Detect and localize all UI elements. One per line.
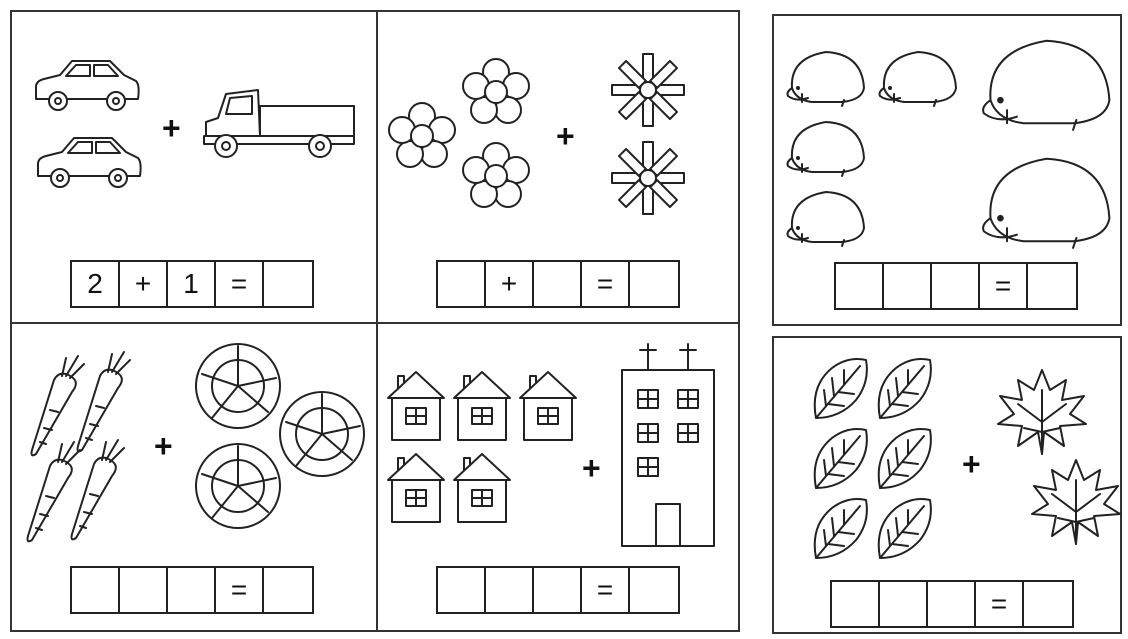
hedgehog-icon bbox=[874, 44, 960, 110]
answer-cell[interactable] bbox=[932, 264, 980, 308]
task-panel-cars bbox=[10, 10, 378, 325]
carrot-icon bbox=[66, 434, 126, 544]
answer-row bbox=[70, 566, 314, 614]
answer-cell[interactable]: = bbox=[216, 568, 264, 612]
answer-cell[interactable] bbox=[630, 262, 678, 306]
flower-icon bbox=[460, 56, 532, 128]
answer-cell[interactable]: 1 bbox=[168, 262, 216, 306]
house-icon bbox=[386, 368, 446, 444]
answer-cell[interactable]: = bbox=[216, 262, 264, 306]
answer-cell[interactable] bbox=[1024, 582, 1072, 626]
birch-leaf-icon bbox=[872, 356, 934, 422]
answer-row bbox=[436, 566, 680, 614]
answer-cell[interactable] bbox=[534, 568, 582, 612]
plus-sign: + bbox=[962, 446, 981, 482]
answer-cell[interactable]: + bbox=[486, 262, 534, 306]
birch-leaf-icon bbox=[872, 496, 934, 562]
daisy-icon bbox=[610, 52, 686, 128]
answer-cell[interactable] bbox=[168, 568, 216, 612]
answer-cell[interactable] bbox=[630, 568, 678, 612]
answer-row bbox=[436, 260, 680, 308]
answer-cell[interactable] bbox=[438, 262, 486, 306]
birch-leaf-icon bbox=[808, 356, 870, 422]
flower-icon bbox=[460, 140, 532, 212]
truck-icon bbox=[202, 84, 357, 159]
answer-cell[interactable]: 2 bbox=[72, 262, 120, 306]
hedgehog-icon bbox=[782, 44, 868, 110]
answer-cell[interactable] bbox=[438, 568, 486, 612]
birch-leaf-icon bbox=[808, 496, 870, 562]
answer-cell[interactable] bbox=[264, 568, 312, 612]
tall-building-icon bbox=[618, 340, 718, 550]
answer-cell[interactable]: = bbox=[582, 262, 630, 306]
birch-leaf-icon bbox=[872, 426, 934, 492]
answer-cell[interactable] bbox=[72, 568, 120, 612]
plus-sign: + bbox=[154, 428, 173, 464]
answer-cell[interactable] bbox=[928, 582, 976, 626]
task-panel-hedgehogs bbox=[772, 14, 1122, 326]
house-icon bbox=[452, 450, 512, 526]
car-icon bbox=[34, 134, 144, 189]
answer-row bbox=[834, 262, 1078, 310]
maple-leaf-icon bbox=[994, 366, 1090, 458]
birch-leaf-icon bbox=[808, 426, 870, 492]
answer-cell[interactable]: = bbox=[582, 568, 630, 612]
flower-icon bbox=[386, 100, 458, 172]
cabbage-icon bbox=[192, 440, 284, 532]
plus-sign: + bbox=[582, 450, 601, 486]
answer-cell[interactable] bbox=[120, 568, 168, 612]
answer-cell[interactable] bbox=[486, 568, 534, 612]
answer-cell[interactable] bbox=[884, 264, 932, 308]
task-panel-leaves bbox=[772, 336, 1122, 634]
plus-sign: + bbox=[162, 110, 181, 146]
daisy-icon bbox=[610, 140, 686, 216]
answer-row bbox=[830, 580, 1074, 628]
answer-cell[interactable] bbox=[832, 582, 880, 626]
answer-cell[interactable]: = bbox=[976, 582, 1024, 626]
answer-cell[interactable] bbox=[534, 262, 582, 306]
hedgehog-icon bbox=[782, 184, 868, 250]
cabbage-icon bbox=[276, 388, 368, 480]
plus-sign: + bbox=[556, 118, 575, 154]
answer-row bbox=[70, 260, 314, 308]
answer-cell[interactable]: = bbox=[980, 264, 1028, 308]
house-icon bbox=[452, 368, 512, 444]
cabbage-icon bbox=[192, 340, 284, 432]
task-panel-flowers bbox=[376, 10, 740, 325]
task-panel-vegetables bbox=[10, 322, 378, 632]
house-icon bbox=[386, 450, 446, 526]
answer-cell[interactable] bbox=[264, 262, 312, 306]
maple-leaf-icon bbox=[1028, 456, 1124, 548]
answer-cell[interactable] bbox=[1028, 264, 1076, 308]
hedgehog-icon bbox=[974, 26, 1116, 138]
answer-cell[interactable] bbox=[880, 582, 928, 626]
task-panel-houses bbox=[376, 322, 740, 632]
hedgehog-icon bbox=[782, 114, 868, 180]
house-icon bbox=[518, 368, 578, 444]
car-icon bbox=[32, 57, 142, 112]
answer-cell[interactable] bbox=[836, 264, 884, 308]
hedgehog-icon bbox=[974, 144, 1116, 256]
answer-cell[interactable]: + bbox=[120, 262, 168, 306]
